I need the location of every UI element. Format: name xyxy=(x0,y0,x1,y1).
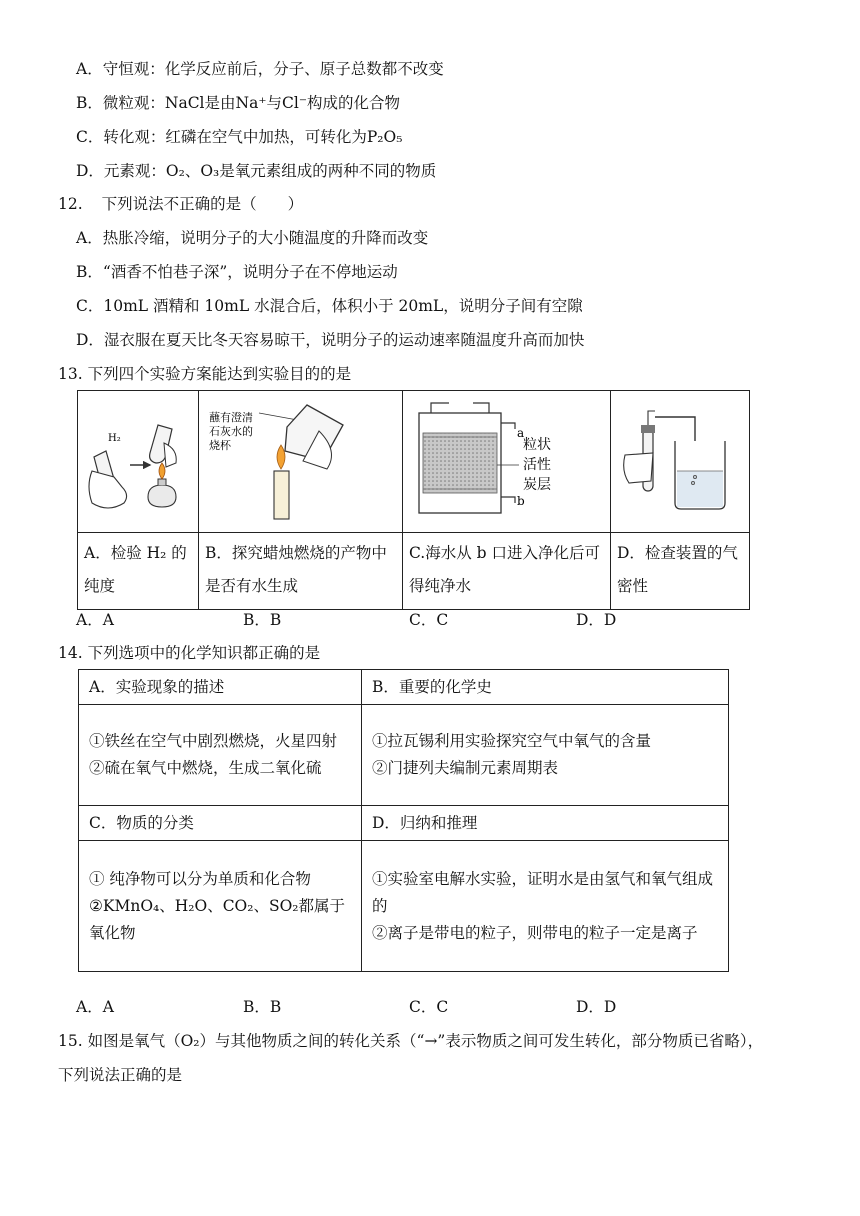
q14-b-item-1: ①拉瓦锡利用实验探究空气中氧气的含量 xyxy=(372,732,652,750)
q13-stem xyxy=(58,363,351,385)
q13-figure-c xyxy=(403,391,611,533)
carbon-label-line3: 炭层 xyxy=(523,477,551,493)
beaker-label-line2: 石灰水的 xyxy=(209,425,253,438)
q14-text: 下列选项中的化学知识都正确的是 xyxy=(87,644,321,662)
q14-stem xyxy=(58,642,320,664)
q14-cell-d-body xyxy=(362,841,729,972)
q14-cell-c-body xyxy=(79,841,362,972)
q11-option-c: C．转化观：红磷在空气中加热，可转化为P₂O₅ xyxy=(76,128,403,146)
q14-answer-d[interactable]: D．D xyxy=(576,998,617,1016)
q13-caption-c: C.海水从 b 口进入净化后可得纯净水 xyxy=(403,533,611,610)
q15-number: 15. xyxy=(58,1032,83,1050)
q14-knowledge-table xyxy=(78,669,729,972)
q12-text: 下列说法不正确的是（ ） xyxy=(101,195,304,213)
q11-option-a: A．守恒观：化学反应前后，分子、原子总数都不改变 xyxy=(76,60,444,78)
water-purifier-illustration xyxy=(403,391,610,528)
q14-cell-c-head: C．物质的分类 xyxy=(79,806,362,841)
q14-c-item-1: ① 纯净物可以分为单质和化合物 xyxy=(89,869,311,888)
airtightness-check-illustration xyxy=(611,391,749,528)
q13-answer-d[interactable]: D．D xyxy=(576,611,617,629)
q13-figure-a xyxy=(78,391,199,533)
q13-answer-a[interactable]: A．A xyxy=(76,611,114,629)
port-a-label: a xyxy=(517,426,525,440)
q13-figure-b xyxy=(199,391,403,533)
q13-figure-d xyxy=(611,391,750,533)
q15-stem-line2: 下列说法正确的是 xyxy=(58,1066,183,1084)
q11-option-d: D．元素观：O₂、O₃是氧元素组成的两种不同的物质 xyxy=(76,162,437,180)
q12-option-b: B．“酒香不怕巷子深”，说明分子在不停地运动 xyxy=(76,263,398,281)
q14-cell-a-head: A．实验现象的描述 xyxy=(79,670,362,705)
q14-b-item-2: ②门捷列夫编制元素周期表 xyxy=(372,759,559,777)
beaker-label-line1: 蘸有澄清 xyxy=(209,411,253,424)
q12-option-c: C．10mL 酒精和 10mL 水混合后，体积小于 20mL，说明分子间有空隙 xyxy=(76,297,583,315)
q14-cell-b-body xyxy=(362,705,729,806)
h2-label: H₂ xyxy=(108,433,121,444)
q14-answer-c[interactable]: C．C xyxy=(409,998,449,1016)
carbon-label-line2: 活性 xyxy=(523,457,551,473)
q15-stem-line1 xyxy=(58,1030,763,1052)
q14-d-item-1: ①实验室电解水实验，证明水是由氢气和氧气组成的 xyxy=(372,869,714,915)
hydrogen-test-illustration xyxy=(78,391,198,528)
q14-d-item-2: ②离子是带电的粒子，则带电的粒子一定是离子 xyxy=(372,923,698,942)
candle-beaker-illustration xyxy=(199,391,402,528)
q13-experiment-table xyxy=(77,390,750,610)
q11-option-b: B．微粒观：NaCl是由Na⁺与Cl⁻构成的化合物 xyxy=(76,94,400,112)
q13-caption-a: A．检验 H₂ 的纯度 xyxy=(78,533,199,610)
q14-number: 14. xyxy=(58,644,83,662)
q12-number: 12. xyxy=(58,195,83,213)
q12-option-d: D．湿衣服在夏天比冬天容易晾干，说明分子的运动速率随温度升高而加快 xyxy=(76,331,585,349)
q13-answer-b[interactable]: B．B xyxy=(243,611,282,629)
q14-cell-a-body xyxy=(79,705,362,806)
q14-a-item-1: ①铁丝在空气中剧烈燃烧，火星四射 xyxy=(89,732,338,750)
q13-text: 下列四个实验方案能达到实验目的的是 xyxy=(87,365,352,383)
port-b-label: b xyxy=(517,494,525,508)
q14-c-item-2: ②KMnO₄、H₂O、CO₂、SO₂都属于氧化物 xyxy=(89,896,346,942)
q13-answer-c[interactable]: C．C xyxy=(409,611,449,629)
q14-answer-a[interactable]: A．A xyxy=(76,998,114,1016)
q14-cell-d-head: D．归纳和推理 xyxy=(362,806,729,841)
carbon-label-line1: 粒状 xyxy=(523,437,551,453)
q14-answer-b[interactable]: B．B xyxy=(243,998,282,1016)
q14-cell-b-head: B．重要的化学史 xyxy=(362,670,729,705)
q12-stem xyxy=(58,193,303,215)
q15-text-line1: 如图是氧气（O₂）与其他物质之间的转化关系（“→”表示物质之间可发生转化，部分物质已省略）， xyxy=(87,1032,764,1050)
beaker-label-line3: 烧杯 xyxy=(209,439,231,452)
q12-option-a: A．热胀冷缩，说明分子的大小随温度的升降而改变 xyxy=(76,229,429,247)
q14-a-item-2: ②硫在氧气中燃烧，生成二氧化硫 xyxy=(89,759,322,777)
q13-caption-d: D．检查装置的气密性 xyxy=(611,533,750,610)
q13-number: 13. xyxy=(58,365,83,383)
q13-caption-b: B．探究蜡烛燃烧的产物中是否有水生成 xyxy=(199,533,403,610)
